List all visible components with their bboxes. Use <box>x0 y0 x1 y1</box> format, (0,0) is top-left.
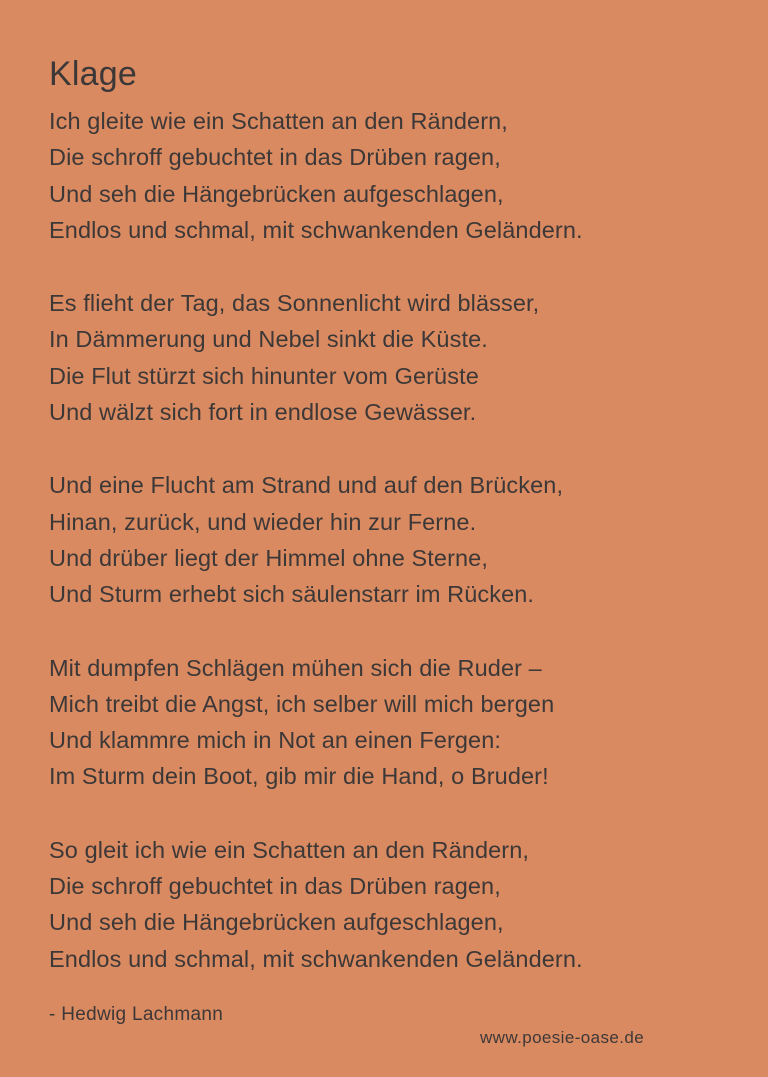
poem-line: Und eine Flucht am Strand und auf den Brücken, <box>49 472 564 499</box>
poem-line: Und Sturm erhebt sich säulenstarr im Rücken. <box>49 581 535 608</box>
poem-title: Klage <box>49 55 137 93</box>
poem-line: Mit dumpfen Schlägen mühen sich die Ruder – <box>49 654 542 681</box>
poem-line: Und wälzt sich fort in endlose Gewässer. <box>49 399 477 426</box>
poem-line: Und klammre mich in Not an einen Fergen: <box>49 727 502 754</box>
website-link[interactable]: www.poesie-oase.de <box>480 1028 645 1047</box>
poem-line: Die schroff gebuchtet in das Drüben ragen, <box>49 144 501 171</box>
stanza-2 <box>49 285 729 430</box>
poem-line: Im Sturm dein Boot, gib mir die Hand, o Bruder! <box>49 763 549 790</box>
poem-line: Endlos und schmal, mit schwankenden Geländern. <box>49 945 583 972</box>
stanza-4 <box>49 650 729 795</box>
poem-line: Endlos und schmal, mit schwankenden Geländern. <box>49 216 583 243</box>
poem-line: Ich gleite wie ein Schatten an den Rändern, <box>49 108 508 134</box>
stanza-1 <box>49 103 729 248</box>
poem-line: In Dämmerung und Nebel sinkt die Küste. <box>49 326 488 353</box>
stanza-3 <box>49 467 729 612</box>
poem-line: Mich treibt die Angst, ich selber will mich bergen <box>49 690 555 717</box>
poem-line: Die Flut stürzt sich hinunter vom Gerüste <box>49 362 479 389</box>
poem-card <box>49 52 729 1014</box>
poem-line: Und seh die Hängebrücken aufgeschlagen, <box>49 909 504 936</box>
poem-author: - Hedwig Lachmann <box>49 1004 224 1025</box>
poem-line: Die schroff gebuchtet in das Drüben ragen, <box>49 873 501 900</box>
poem-line: Und drüber liegt der Himmel ohne Sterne, <box>49 544 488 571</box>
stanza-5 <box>49 832 729 977</box>
poem-line: Und seh die Hängebrücken aufgeschlagen, <box>49 180 504 207</box>
poem-line: Es flieht der Tag, das Sonnenlicht wird blässer, <box>49 290 540 317</box>
poem-line: So gleit ich wie ein Schatten an den Rändern, <box>49 836 530 863</box>
poem-line: Hinan, zurück, und wieder hin zur Ferne. <box>49 508 477 535</box>
